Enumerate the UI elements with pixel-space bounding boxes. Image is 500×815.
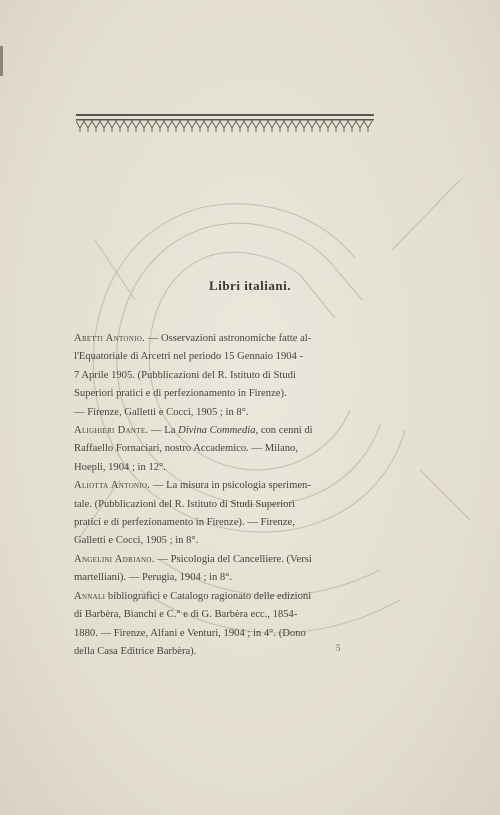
entry-line: Hoepli, 1904 ; in 12°. bbox=[74, 461, 166, 473]
entry-author: Alighieri Dante. bbox=[74, 425, 149, 437]
top-rule bbox=[76, 114, 374, 116]
ornamental-border bbox=[76, 119, 374, 133]
page-number: 5 bbox=[336, 643, 341, 653]
bibliography-list bbox=[74, 330, 378, 661]
entry-line: l'Equatoriale di Arcetri nel periodo 15 Gennaio 1904 - bbox=[74, 351, 304, 363]
bibliography-entry bbox=[74, 422, 378, 477]
entry-line: — Osservazioni astronomiche fatte al- bbox=[147, 333, 312, 344]
entry-line: della Casa Editrice Barbèra). bbox=[74, 645, 197, 657]
entry-line: Raffaello Fornaciari, nostro Accademico. — Milano, bbox=[74, 443, 298, 455]
bibliography-entry bbox=[74, 477, 378, 551]
page-edge-mark bbox=[0, 46, 3, 76]
entry-line: Superiori pratici e di perfezionamento in Firenze). bbox=[74, 388, 287, 400]
entry-line: — Psicologia del Cancelliere. (Versi bbox=[157, 553, 312, 565]
bibliography-entry bbox=[74, 551, 378, 588]
entry-author: Angelini Adriano. bbox=[74, 553, 155, 565]
entry-line: pratici e di perfezionamento in Firenze). — Firenze, bbox=[74, 517, 295, 529]
entry-title: Divina Commedia bbox=[178, 425, 256, 437]
entry-line: bibliografici e Catalogo ragionato delle edizioni bbox=[107, 590, 312, 602]
entry-line: — Firenze, Galletti e Cocci, 1905 ; in 8°. bbox=[74, 406, 249, 418]
entry-line: 7 Aprile 1905. (Pubblicazioni del R. Istituto di Studi bbox=[74, 369, 296, 381]
entry-line: , con cenni di bbox=[255, 425, 313, 437]
entry-line: tale. (Pubblicazioni del R. Istituto di Studi Superiori bbox=[74, 498, 295, 510]
entry-line: — La misura in psicologia sperimen- bbox=[152, 480, 311, 492]
entry-line: — La bbox=[151, 425, 179, 437]
entry-line: martelliani). — Perugia, 1904 ; in 8°. bbox=[74, 572, 233, 584]
entry-line: Galletti e Cocci, 1905 ; in 8°. bbox=[74, 535, 199, 547]
bibliography-entry bbox=[74, 330, 378, 422]
section-heading: Libri italiani. bbox=[209, 278, 291, 293]
entry-author: Annali bbox=[74, 590, 106, 602]
entry-line: 1880. — Firenze, Alfani e Venturi, 1904 ; in 4°. (Dono bbox=[74, 627, 306, 639]
entry-line: di Barbèra, Bianchi e C.° e di G. Barbèra ecc., 1854- bbox=[74, 609, 298, 621]
entry-author: Abetti Antonio. bbox=[74, 333, 146, 344]
entry-author: Aliotta Antonio. bbox=[74, 480, 151, 492]
bibliography-entry bbox=[74, 588, 378, 662]
